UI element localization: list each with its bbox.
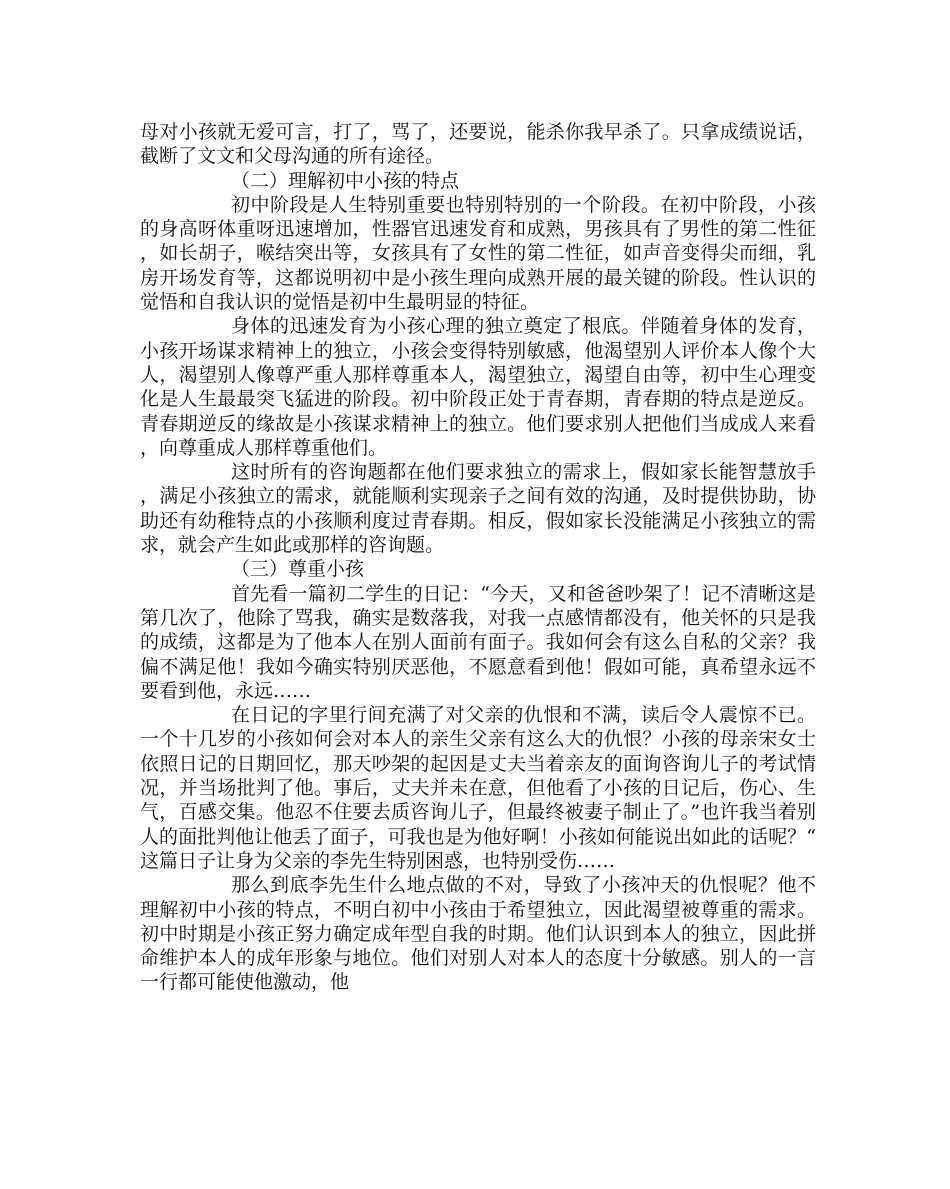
- paragraph-psychological-independence: 身体的迅速发育为小孩心理的独立奠定了根底。伴随着身体的发育，小孩开场谋求精神上的独立，小孩会变得特别敏感，他渴望别人评价本人像个大人，渴望别人像尊严重人那样尊重本人，渴望独立，渴望自由等，初中生心理变化是人生最最突飞猛进的阶段。初中阶段正处于青春期，青春期的特点是逆反。青春期逆反的缘故是小孩谋求精神上的独立。他们要求别人把他们当成成人来看，向尊重成人那样尊重他们。: [140, 315, 816, 459]
- paragraph-diary-reaction: 在日记的字里行间充满了对父亲的仇恨和不满，读后令人震惊不已。一个十几岁的小孩如何会对本人的亲生父亲有这么大的仇恨？小孩的母亲宋女士依照日记的日期回忆，那天吵架的起因是丈夫当着亲友的面询咨询儿子的考试情况，并当场批判了他。事后，丈夫并未在意，但他看了小孩的日记后，伤心、生气，百感交集。他忍不住要去质咨询儿子，但最终被妻子制止了。”也许我当着别人的面批判他让他丢了面子，可我也是为他好啊！小孩如何能说出如此的话呢？“这篇日子让身为父亲的李先生特别困惑，也特别受伤……: [140, 704, 816, 872]
- paragraph-continuation: 母对小孩就无爱可言，打了，骂了，还要说，能杀你我早杀了。只拿成绩说话，截断了文文和父母沟通的所有途径。: [140, 121, 816, 168]
- section-heading-respect-child: （三）尊重小孩: [231, 558, 365, 581]
- paragraph-junior-high-stage: 初中阶段是人生特别重要也特别特别的一个阶段。在初中阶段，小孩的身高呀体重呀迅速增加，性器官迅速发育和成熟，男孩具有了男性的第二性征，如长胡子，喉结突出等，女孩具有了女性的第二性征，如声音变得尖而细，乳房开场发育等，这都说明初中是小孩生理向成熟开展的最关键的阶段。性认识的觉悟和自我认识的觉悟是初中生最明显的特征。: [140, 193, 816, 314]
- section-heading-understand-characteristics: （二）理解初中小孩的特点: [231, 169, 460, 192]
- paragraph-parents-let-go: 这时所有的咨询题都在他们要求独立的需求上，假如家长能智慧放手，满足小孩独立的需求，就能顺利实现亲子之间有效的沟通，及时提供协助，协助还有幼稚特点的小孩顺利度过青春期。相反，假如家长没能满足小孩独立的需求，就会产生如此或那样的咨询题。: [140, 461, 816, 557]
- paragraph-diary-excerpt: 首先看一篇初二学生的日记：“今天，又和爸爸吵架了！记不清晰这是第几次了，他除了骂我，确实是数落我，对我一点感情都没有，他关怀的只是我的成绩，这都是为了他本人在别人面前有面子。我如何会有这么自私的父亲？我偏不满足他！我如今确实特别厌恶他，不愿意看到他！假如可能，真希望永远不要看到他，永远……: [140, 582, 816, 702]
- paragraph-analysis: 那么到底李先生什么地点做的不对，导致了小孩冲天的仇恨呢？他不理解初中小孩的特点，不明白初中小孩由于希望独立，因此渴望被尊重的需求。初中时期是小孩正努力确定成年型自我的时期。他们认识到本人的独立，因此拼命维护本人的成年形象与地位。他们对别人对本人的态度十分敏感。别人的一言一行都可能使他激动，他: [140, 874, 816, 994]
- document-page: [140, 120, 816, 995]
